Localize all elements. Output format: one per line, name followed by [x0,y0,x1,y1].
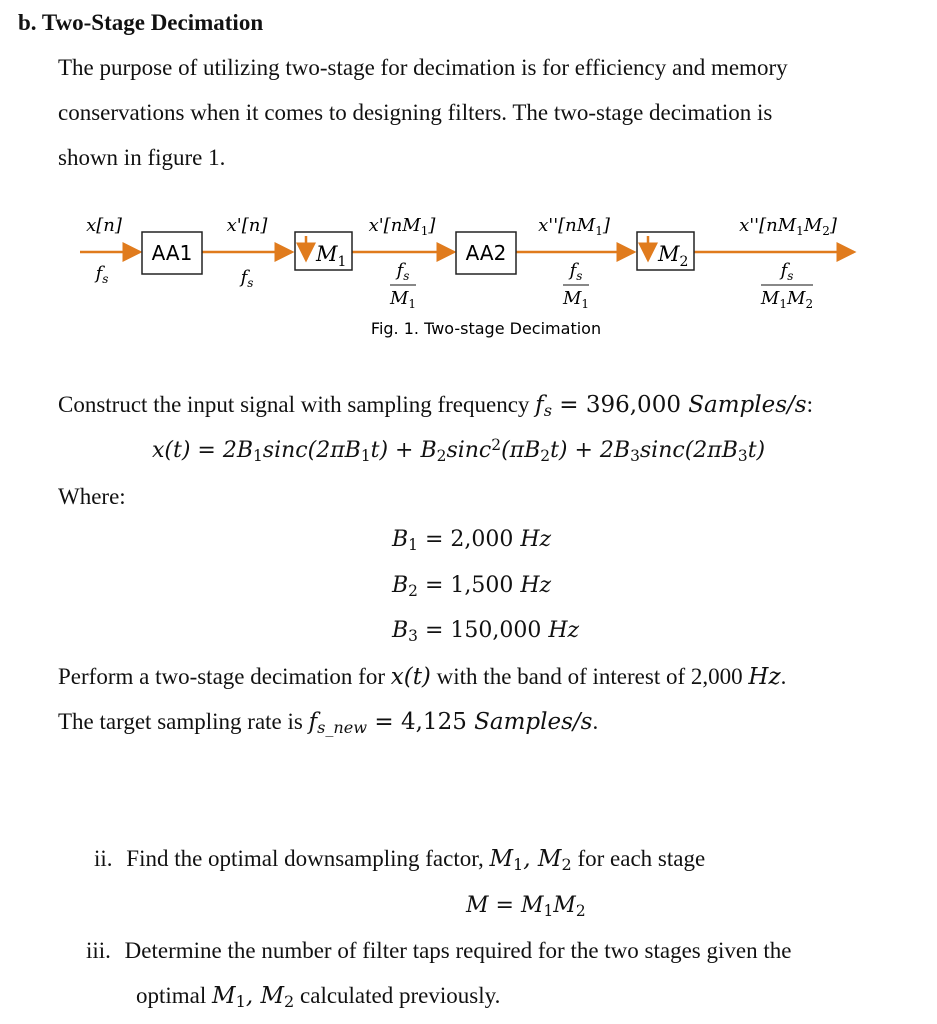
figure-caption: Fig. 1. Two-stage Decimation [370,319,602,338]
svg-text:fs: $f_s$ [780,260,794,283]
question-iii-line-2: optimal $M_1$, $M_2$ calculated previously. [136,983,501,1012]
signal-equation: $x(t) = 2B_1\sin c(2\pi B_1t) + B_2\sin c^2(\pi B_2t) + 2B_3\sin c(2\pi B_3t)$ [152,436,766,465]
intro-line-2: conservations when it comes to designing filters. The two-stage decimation is [58,100,773,125]
param-b2: $B_2 = 1,500$ Hz [392,573,552,600]
rate-fs-aa1: $f_s$ [240,267,254,290]
question-iii: iii. Determine the number of filter taps required for the two stages given the [86,938,792,963]
question-ii: ii. Find the optimal downsampling factor, $M_1$, $M_2$ for each stage [94,846,706,875]
section-title: b. Two-Stage Decimation [18,10,264,35]
svg-text:M1: $M_1$ [389,288,417,311]
aa1-label: AA1 [151,241,193,265]
svg-text:fs: $f_s$ [396,260,410,283]
intro-line-3: shown in figure 1. [58,145,226,170]
svg-text:M1: $M_1$ [562,288,590,311]
target-line: The target sampling rate is $f_{s\_new} = 4,125$ Samples/s. [58,709,599,738]
m2-label: $M_2$ [658,242,689,270]
rate-fs-over-m1-b [562,260,589,311]
signal-x-n: x[n] [86,215,122,236]
question-iii-number: iii. [86,938,111,963]
signal-x1-nm1: $x'[nM_1]$ [368,215,436,238]
param-b1: $B_1 = 2,000$ Hz [392,527,552,554]
decimation-diagram [80,205,860,345]
question-ii-formula: $M = M_1M_2$ [466,893,586,920]
perform-line: Perform a two-stage decimation for x(t) with the band of interest of 2,000 Hz. [58,664,787,690]
m1-label: $M_1$ [316,242,347,270]
param-b3: $B_3 = 150,000$ Hz [392,618,580,645]
aa2-label: AA2 [465,241,507,265]
rate-fs-in: $f_s$ [95,263,109,286]
rate-fs-over-m1-a [389,260,416,311]
where-label: Where: [58,484,126,509]
signal-x2-nm1m2: $x''[nM_1M_2]$ [739,215,837,238]
rate-fs-over-m1m2 [760,260,813,311]
intro-line-1: The purpose of utilizing two-stage for decimation is for efficiency and memory [58,55,788,80]
construct-line: Construct the input signal with sampling frequency $f_s = 396,000$ Samples/s: [58,392,813,421]
svg-text:fs: $f_s$ [569,260,583,283]
signal-x1-n: x'[n] [226,215,268,236]
signal-x2-nm1: $x''[nM_1]$ [538,215,610,238]
svg-text:M1M2: $M_1M_2$ [760,288,814,311]
question-ii-number: ii. [94,846,113,871]
